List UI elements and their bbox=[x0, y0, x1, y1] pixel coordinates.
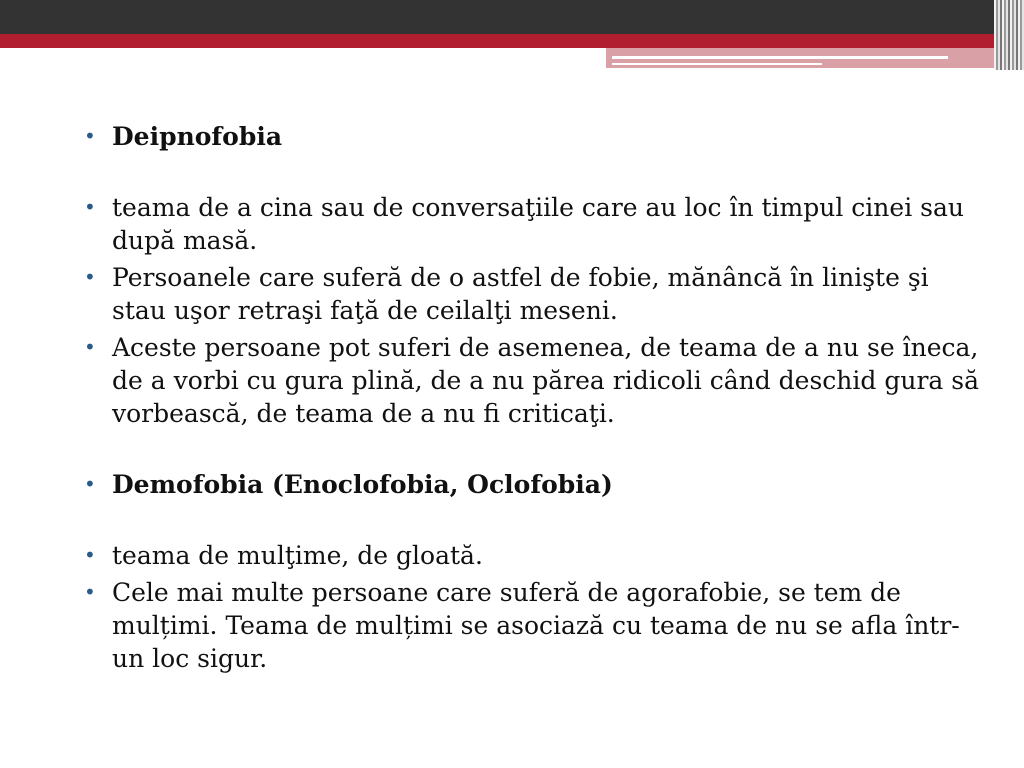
header-vertical-lines bbox=[994, 0, 1024, 70]
bullet-text: Cele mai multe persoane care suferă de agorafobie, se tem de mulțimi. Teama de mulțimi se asociază cu teama de nu se afla într-un loc sigur. bbox=[112, 578, 960, 673]
bullet-icon: • bbox=[84, 335, 96, 359]
bullet-item bbox=[84, 191, 984, 257]
bullet-item bbox=[84, 261, 984, 327]
bullet-text: teama de mulţime, de gloată. bbox=[112, 541, 483, 570]
header-accent-line bbox=[612, 63, 822, 65]
bullet-item-heading bbox=[84, 468, 984, 501]
bullet-icon: • bbox=[84, 472, 96, 496]
bullet-text: Persoanele care suferă de o astfel de fobie, mănâncă în linişte şi stau uşor retraşi faţă de ceilalţi meseni. bbox=[112, 263, 929, 325]
bullet-icon: • bbox=[84, 195, 96, 219]
bullet-item bbox=[84, 576, 984, 675]
bullet-icon: • bbox=[84, 543, 96, 567]
bullet-text: teama de a cina sau de conversaţiile care au loc în timpul cinei sau după masă. bbox=[112, 193, 964, 255]
bullet-item-heading bbox=[84, 120, 984, 153]
header-accent-line bbox=[612, 56, 948, 59]
bullet-text: Aceste persoane pot suferi de asemenea, de teama de a nu se îneca, de a vorbi cu gura plină, de a nu părea ridicoli când deschid gura să vorbească, de teama de a nu fi criticaţi. bbox=[112, 333, 979, 428]
bullet-icon: • bbox=[84, 580, 96, 604]
header-dark-band bbox=[0, 0, 1024, 34]
slide-content bbox=[84, 120, 984, 675]
bullet-icon: • bbox=[84, 265, 96, 289]
bullet-icon: • bbox=[84, 124, 96, 148]
header-red-band bbox=[0, 34, 1024, 48]
bullet-text: Deipnofobia bbox=[112, 122, 283, 151]
bullet-text: Demofobia (Enoclofobia, Oclofobia) bbox=[112, 470, 613, 499]
bullet-item bbox=[84, 331, 984, 430]
bullet-item bbox=[84, 539, 984, 572]
